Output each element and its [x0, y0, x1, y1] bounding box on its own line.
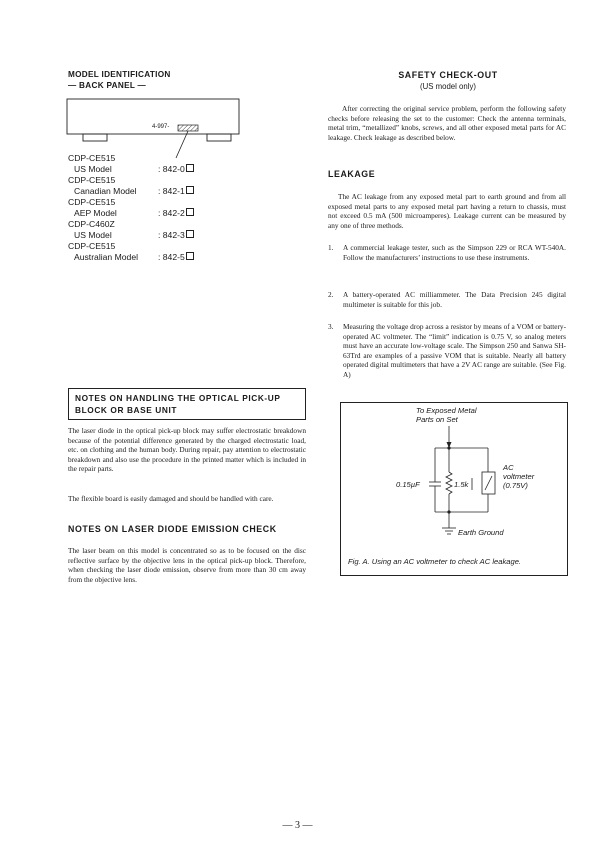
list-item-number: 1.: [328, 243, 334, 252]
model-variant: Australian Model: [74, 252, 139, 262]
notes-laser-title: NOTES ON LASER DIODE EMISSION CHECK: [68, 524, 277, 534]
list-item-text: A battery-operated AC milliammeter. The Data Precision 245 digital multimeter is suitable for this job.: [343, 290, 566, 309]
model-name: CDP-CE515: [68, 197, 116, 207]
notes-handling-para2: The flexible board is easily damaged and should be handled with care.: [68, 494, 274, 503]
label-code: 4-997-: [152, 124, 170, 130]
notes-laser-para: The laser beam on this model is concentrated so as to be focused on the disc reflective surface by the objective lens in the optical pick-up block. Therefore, when checking the laser diode emission, observe from more than 30 cm away from the objective lens.: [68, 546, 306, 584]
meter-label-line1: AC: [503, 463, 514, 472]
list-item-number: 2.: [328, 290, 334, 299]
figure-label-top-line2: Parts on Set: [416, 415, 458, 424]
list-item-number: 3.: [328, 322, 334, 331]
list-item-text: Measuring the voltage drop across a resistor by means of a VOM or battery-operated AC voltmeter. The “limit” indication is 0.75 V, so analog meters must have an accurate low-voltage scale. The Simpson 250 and Sanwa SH-63Trd are examples of a passive VOM that is suitable. Nearly all battery operated digital multimeters that have a 2V AC range are suitable. (See Fig. A): [343, 322, 566, 379]
model-id-title: MODEL IDENTIFICATION: [68, 70, 171, 79]
model-code: : 842-5: [158, 252, 194, 263]
safety-subtitle: (US model only): [420, 82, 476, 91]
list-item: [328, 290, 566, 314]
meter-label-line2: voltmeter: [503, 472, 535, 481]
model-name: CDP-CE515: [68, 241, 116, 251]
model-variant: US Model: [74, 230, 112, 240]
ground-label: Earth Ground: [458, 528, 504, 537]
blank-box-icon: [186, 230, 194, 238]
model-variant: US Model: [74, 164, 112, 174]
notes-handling-title-line1: NOTES ON HANDLING THE OPTICAL PICK-UP: [75, 393, 281, 403]
model-code: : 842-1: [158, 186, 194, 197]
blank-box-icon: [186, 164, 194, 172]
model-name: CDP-CE515: [68, 175, 116, 185]
leakage-title: LEAKAGE: [328, 169, 376, 179]
list-item: [328, 243, 566, 283]
figure-label-top-line1: To Exposed Metal: [416, 406, 477, 415]
model-code: : 842-3: [158, 230, 194, 241]
list-item: [328, 322, 566, 397]
page-number: — 3 —: [282, 820, 313, 831]
model-name: CDP-C460Z: [68, 219, 115, 229]
leakage-para: The AC leakage from any exposed metal part to earth ground and from all exposed metal parts to any exposed metal part having a return to chassis, must not exceed 0.5 mA (500 microamperes). Leakage current can be measured by any one of three methods.: [328, 192, 566, 230]
notes-handling-title-line2: BLOCK OR BASE UNIT: [75, 405, 178, 415]
model-variant: Canadian Model: [74, 186, 137, 196]
figure-caption: Fig. A. Using an AC voltmeter to check AC leakage.: [348, 557, 522, 566]
blank-box-icon: [186, 208, 194, 216]
capacitor-label: 0.15µF: [396, 480, 420, 489]
model-code: : 842-2: [158, 208, 194, 219]
model-code: : 842-0: [158, 164, 194, 175]
model-id-subtitle: — BACK PANEL —: [68, 81, 147, 90]
meter-label-line3: (0.75V): [503, 481, 528, 490]
model-name: CDP-CE515: [68, 153, 116, 163]
blank-box-icon: [186, 186, 194, 194]
safety-para: After correcting the original service problem, perform the following safety checks before releasing the set to the customer: Check the antenna terminals, metal trim, “metallized” knobs, screws, and all other exposed metal parts for AC leakage. Check leakage as described below.: [328, 104, 566, 142]
circuit-diagram: [340, 402, 566, 574]
model-variant: AEP Model: [74, 208, 117, 218]
notes-handling-para1: The laser diode in the optical pick-up block may suffer electrostatic breakdown because of the potential difference generated by the charged electrostatic load, etc. on clothing and the human body. During repair, pay attention to electrostatic breakdown and also use the procedure in the printed matter which is included in the repair parts.: [68, 426, 306, 474]
blank-box-icon: [186, 252, 194, 260]
notes-handling-title-box: [68, 388, 306, 420]
resistor-label: 1.5k: [454, 480, 469, 489]
safety-title: SAFETY CHECK-OUT: [398, 70, 498, 80]
list-item-text: A commercial leakage tester, such as the Simpson 229 or RCA WT-540A. Follow the manufacturers’ instructions to use these instruments.: [343, 243, 566, 262]
